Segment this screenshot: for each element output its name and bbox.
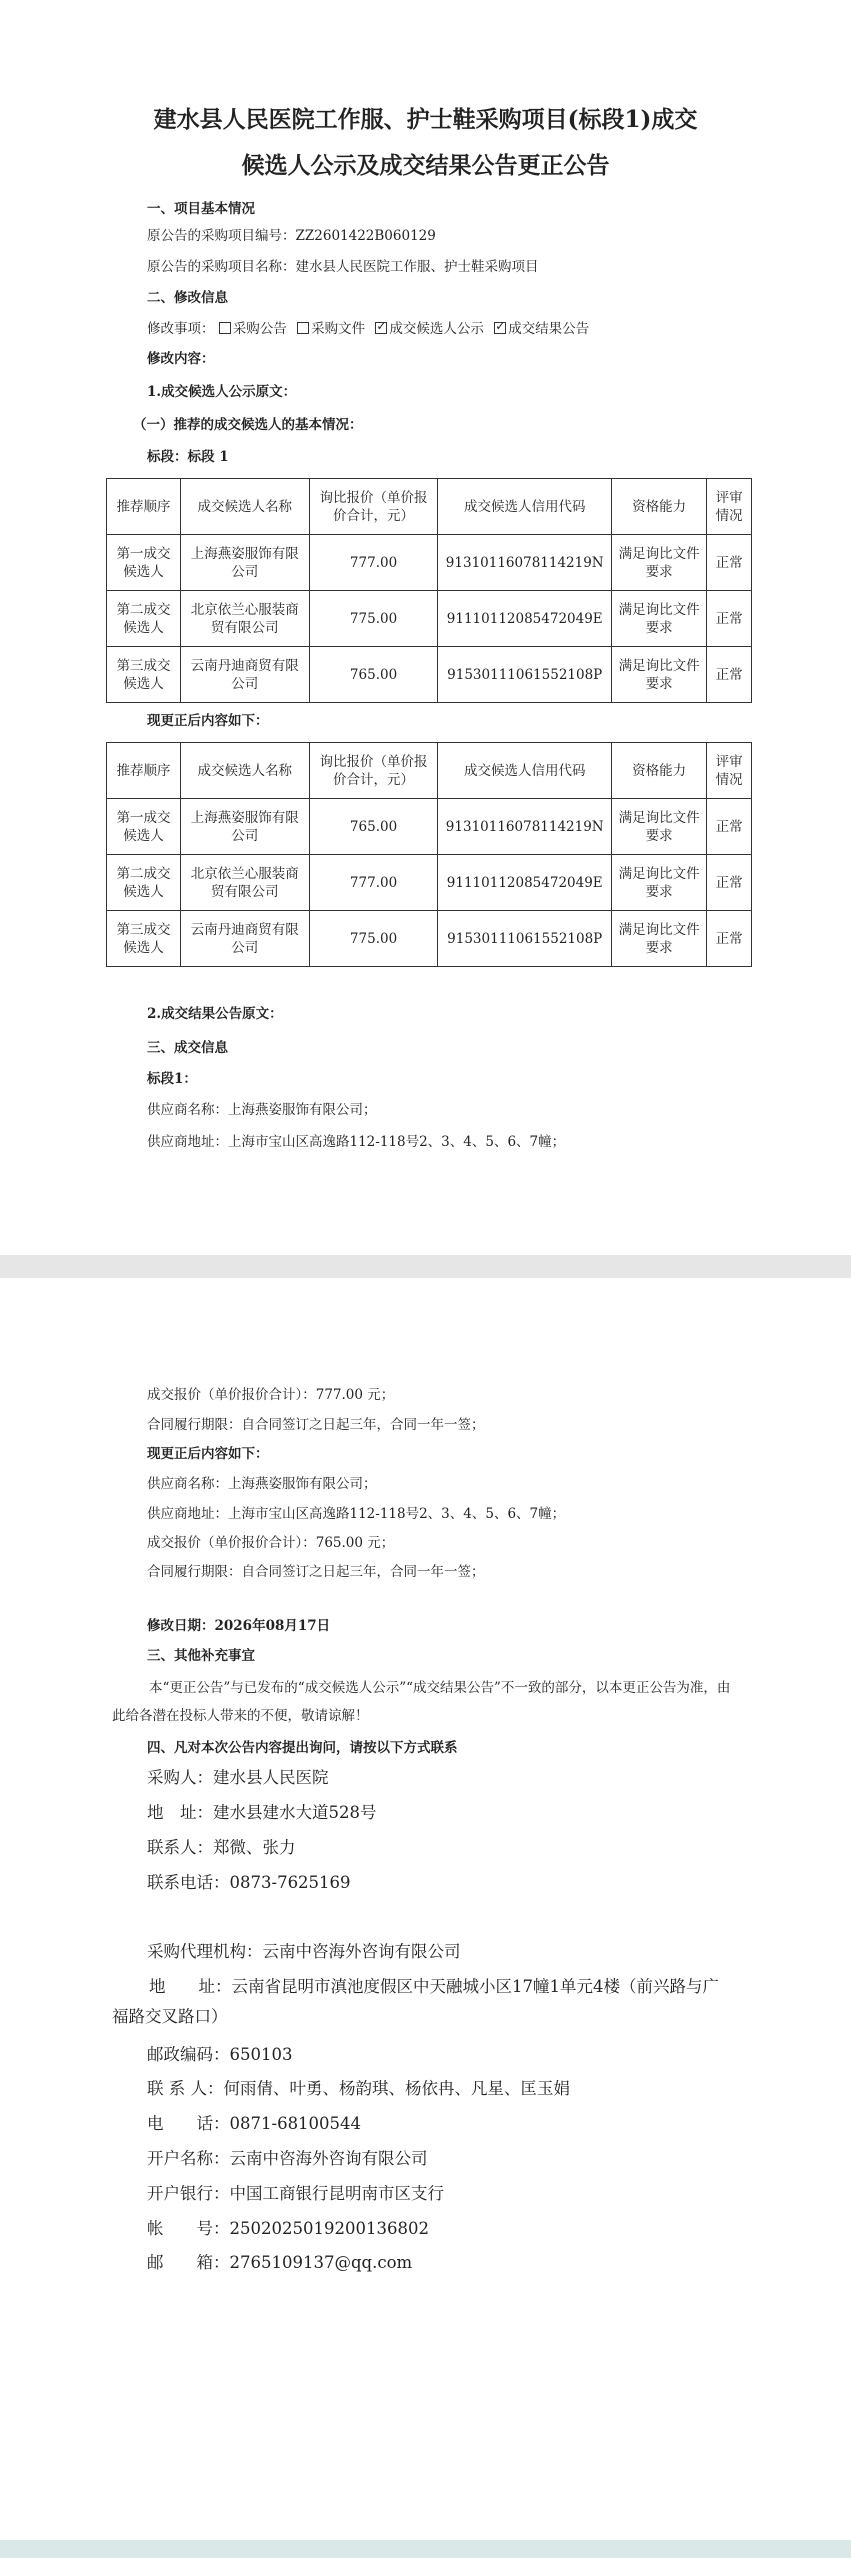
buyer: 采购人：建水县人民医院 xyxy=(147,1768,329,1787)
corrected-candidates-table xyxy=(106,742,752,967)
new-price: 成交报价（单价报价合计）：765.00 元； xyxy=(147,1535,395,1551)
corrected-label: 现更正后内容如下： xyxy=(147,713,269,729)
cell-order: 第一成交候选人 xyxy=(107,535,181,591)
header-price: 询比报价（单价报价合计，元） xyxy=(309,743,438,799)
new-period: 合同履行期限：自合同签订之日起三年，合同一年一签； xyxy=(147,1564,485,1580)
sub1-label: （一）推荐的成交候选人的基本情况： xyxy=(133,417,363,433)
orig-period: 合同履行期限：自合同签订之日起三年，合同一年一签； xyxy=(147,1417,485,1433)
cell-review: 正常 xyxy=(707,799,752,855)
header-review: 评审情况 xyxy=(707,479,752,535)
modify-date: 修改日期：2026年08月17日 xyxy=(147,1618,331,1634)
table-row xyxy=(107,855,752,911)
project-name: 原公告的采购项目名称：建水县人民医院工作服、护士鞋采购项目 xyxy=(147,259,539,275)
buyer-phone: 联系电话：0873-7625169 xyxy=(147,1873,351,1892)
lot-label: 标段：标段 1 xyxy=(147,449,229,465)
item1-label: 1.成交候选人公示原文： xyxy=(147,384,297,400)
section3-heading: 三、成交信息 xyxy=(147,1040,228,1056)
title-line-2: 候选人公示及成交结果公告更正公告 xyxy=(241,152,610,179)
account-no: 帐 号：2502025019200136802 xyxy=(147,2219,429,2238)
cell-qualification: 满足询比文件要求 xyxy=(612,911,707,967)
table-header-row xyxy=(107,743,752,799)
modify-content-label: 修改内容： xyxy=(147,351,215,367)
header-credit-code: 成交候选人信用代码 xyxy=(438,743,612,799)
checkbox-checked-icon xyxy=(375,322,387,334)
cell-review: 正常 xyxy=(707,911,752,967)
table-row xyxy=(107,799,752,855)
checkbox-icon xyxy=(219,322,231,334)
cell-order: 第一成交候选人 xyxy=(107,799,181,855)
bottom-strip xyxy=(0,2540,851,2558)
cell-review: 正常 xyxy=(707,647,752,703)
cell-credit-code: 91310116078114219N xyxy=(438,799,612,855)
agency: 采购代理机构：云南中咨海外咨询有限公司 xyxy=(147,1942,461,1961)
table-row xyxy=(107,591,752,647)
agency-address: 地 址：云南省昆明市滇池度假区中天融城小区17幢1单元4楼（前兴路与广福路交叉路口） xyxy=(112,1977,719,2026)
postcode: 邮政编码：650103 xyxy=(147,2045,293,2064)
modify-items xyxy=(147,318,595,340)
table-row xyxy=(107,535,752,591)
table-row xyxy=(107,647,752,703)
new-address: 供应商地址：上海市宝山区高逸路112-118号2、3、4、5、6、7幢； xyxy=(147,1506,566,1522)
page-1 xyxy=(0,0,851,1255)
cell-credit-code: 91110112085472049E xyxy=(438,591,612,647)
cell-qualification: 满足询比文件要求 xyxy=(612,855,707,911)
header-name: 成交候选人名称 xyxy=(180,479,309,535)
cell-price: 765.00 xyxy=(309,647,438,703)
checkbox-icon xyxy=(297,322,309,334)
cell-qualification: 满足询比文件要求 xyxy=(612,535,707,591)
option-candidate-notice: ✓ 成交候选人公示 xyxy=(375,321,484,337)
orig-price: 成交报价（单价报价合计）：777.00 元； xyxy=(147,1387,395,1403)
header-price: 询比报价（单价报价合计，元） xyxy=(309,479,438,535)
cell-name: 上海燕姿服饰有限公司 xyxy=(180,799,309,855)
cell-qualification: 满足询比文件要求 xyxy=(612,647,707,703)
bank: 开户银行：中国工商银行昆明南市区支行 xyxy=(147,2184,444,2203)
cell-credit-code: 91310116078114219N xyxy=(438,535,612,591)
section4-heading: 四、凡对本次公告内容提出询问，请按以下方式联系 xyxy=(147,1740,458,1756)
other-heading: 三、其他补充事宜 xyxy=(147,1648,255,1664)
cell-qualification: 满足询比文件要求 xyxy=(612,591,707,647)
original-candidates-table xyxy=(106,478,752,703)
cell-order: 第三成交候选人 xyxy=(107,911,181,967)
orig-supplier: 供应商名称：上海燕姿服饰有限公司； xyxy=(147,1102,377,1118)
cell-price: 775.00 xyxy=(309,911,438,967)
agency-phone: 电 话：0871-68100544 xyxy=(147,2114,362,2133)
table-header-row xyxy=(107,479,752,535)
agency-contact: 联 系 人：何雨倩、叶勇、杨韵琪、杨依冉、凡星、匡玉娟 xyxy=(147,2079,570,2098)
cell-order: 第二成交候选人 xyxy=(107,591,181,647)
title-line-1: 建水县人民医院工作服、护士鞋采购项目(标段1)成交 xyxy=(153,106,698,133)
modify-items-label: 修改事项： xyxy=(147,321,215,337)
cell-review: 正常 xyxy=(707,855,752,911)
cell-review: 正常 xyxy=(707,535,752,591)
cell-price: 777.00 xyxy=(309,855,438,911)
header-order: 推荐顺序 xyxy=(107,479,181,535)
other-text: 本“更正公告”与已发布的“成交候选人公示”“成交结果公告”不一致的部分，以本更正公告为准，由此给各潜在投标人带来的不便，敬请谅解！ xyxy=(112,1680,731,1724)
header-review: 评审情况 xyxy=(707,743,752,799)
account-name: 开户名称：云南中咨海外咨询有限公司 xyxy=(147,2149,428,2168)
option-result-notice: ✓ 成交结果公告 xyxy=(494,321,589,337)
buyer-contact: 联系人：郑微、张力 xyxy=(147,1838,296,1857)
header-credit-code: 成交候选人信用代码 xyxy=(438,479,612,535)
cell-order: 第三成交候选人 xyxy=(107,647,181,703)
cell-credit-code: 91110112085472049E xyxy=(438,855,612,911)
lot1-label: 标段1： xyxy=(147,1071,197,1087)
cell-price: 765.00 xyxy=(309,799,438,855)
header-name: 成交候选人名称 xyxy=(180,743,309,799)
cell-credit-code: 91530111061552108P xyxy=(438,911,612,967)
buyer-address: 地 址：建水县建水大道528号 xyxy=(147,1803,377,1822)
section1-heading: 一、项目基本情况 xyxy=(147,201,255,217)
header-qualification: 资格能力 xyxy=(612,479,707,535)
item2-label: 2.成交结果公告原文： xyxy=(147,1006,283,1022)
cell-credit-code: 91530111061552108P xyxy=(438,647,612,703)
cell-price: 777.00 xyxy=(309,535,438,591)
cell-name: 北京依兰心服装商贸有限公司 xyxy=(180,855,309,911)
result-corrected-label: 现更正后内容如下： xyxy=(147,1446,269,1462)
cell-review: 正常 xyxy=(707,591,752,647)
section2-heading: 二、修改信息 xyxy=(147,290,228,306)
header-order: 推荐顺序 xyxy=(107,743,181,799)
cell-name: 云南丹迪商贸有限公司 xyxy=(180,911,309,967)
cell-order: 第二成交候选人 xyxy=(107,855,181,911)
page-2 xyxy=(0,1278,851,2540)
cell-qualification: 满足询比文件要求 xyxy=(612,799,707,855)
cell-name: 北京依兰心服装商贸有限公司 xyxy=(180,591,309,647)
new-supplier: 供应商名称：上海燕姿服饰有限公司； xyxy=(147,1476,377,1492)
cell-price: 775.00 xyxy=(309,591,438,647)
option-purchase-notice: 采购公告 xyxy=(219,321,287,337)
project-no: 原公告的采购项目编号：ZZ2601422B060129 xyxy=(147,228,436,244)
header-qualification: 资格能力 xyxy=(612,743,707,799)
cell-name: 上海燕姿服饰有限公司 xyxy=(180,535,309,591)
table-row xyxy=(107,911,752,967)
email: 邮 箱：2765109137@qq.com xyxy=(147,2253,413,2272)
option-purchase-doc: 采购文件 xyxy=(297,321,365,337)
cell-name: 云南丹迪商贸有限公司 xyxy=(180,647,309,703)
checkbox-checked-icon xyxy=(494,322,506,334)
orig-address: 供应商地址：上海市宝山区高逸路112-118号2、3、4、5、6、7幢； xyxy=(147,1134,566,1150)
